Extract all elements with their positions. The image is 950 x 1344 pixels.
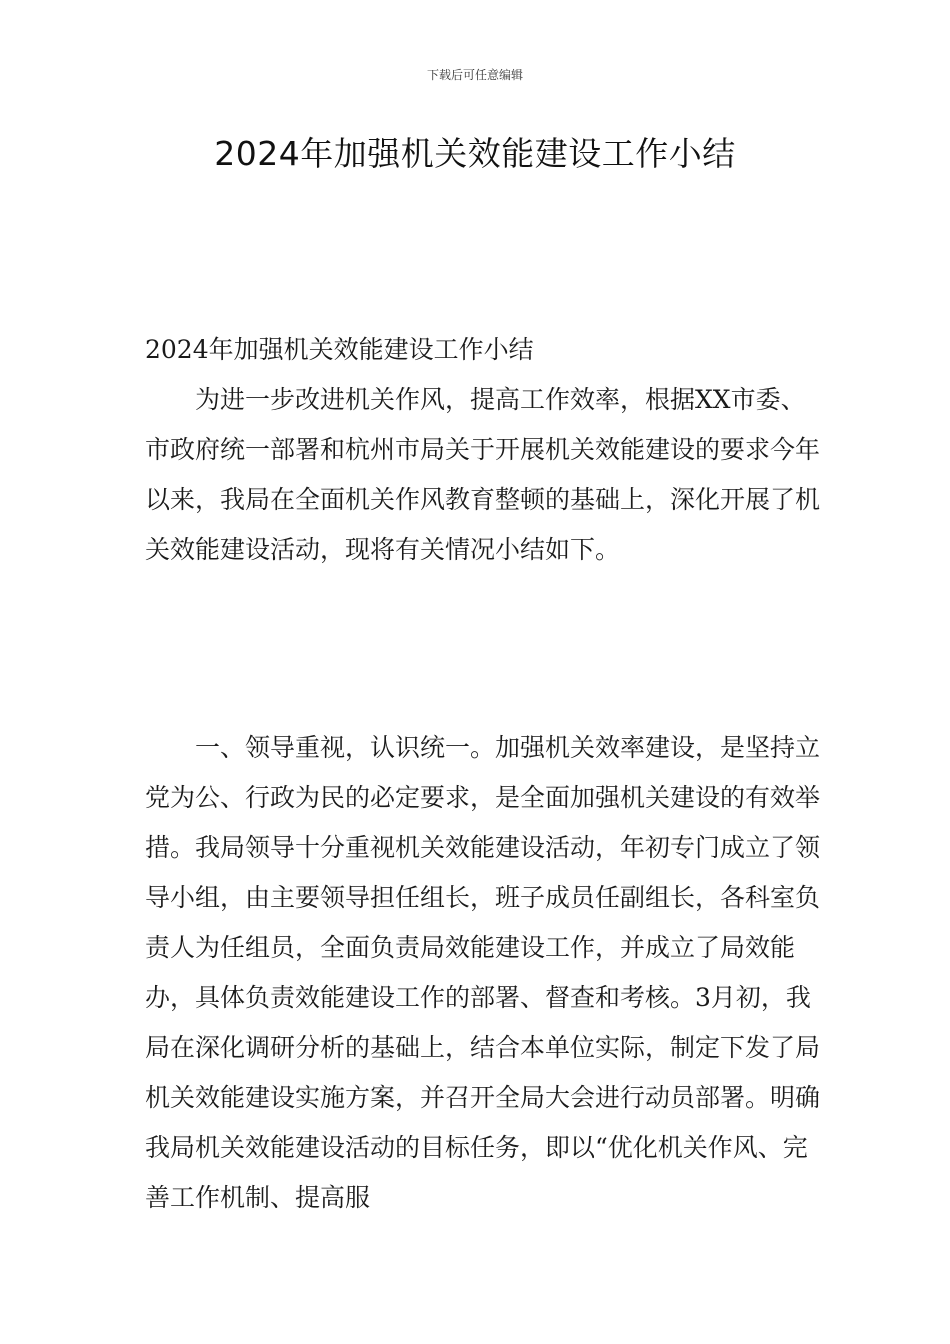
paragraph-section-one: 一、领导重视，认识统一。加强机关效率建设，是坚持立党为公、行政为民的必定要求，是全面加强机关建设的有效举措。我局领导十分重视机关效能建设活动，年初专门成立了领导小组，由主要领导担任组长，班子成员任副组长，各科室负责人为任组员，全面负责局效能建设工作，并成立了局效能办，具体负责效能建设工作的部署、督查和考核。3月初，我局在深化调研分析的基础上，结合本单位实际，制定下发了局机关效能建设实施方案，并召开全局大会进行动员部署。明确我局机关效能建设活动的目标任务，即以“优化机关作风、完善工作机制、提高服 (145, 733, 821, 1212)
paragraph-intro: 为进一步改进机关作风，提高工作效率，根据XX市委、市政府统一部署和杭州市局关于开展机关效能建设的要求今年以来，我局在全面机关作风教育整顿的基础上，深化开展了机关效能建设活动，现将有关情况小结如下。 (145, 385, 821, 564)
document-subtitle: 2024年加强机关效能建设工作小结 (145, 335, 534, 364)
page-title: 2024年加强机关效能建设工作小结 (214, 134, 736, 173)
header-note: 下载后可任意编辑 (426, 68, 523, 82)
